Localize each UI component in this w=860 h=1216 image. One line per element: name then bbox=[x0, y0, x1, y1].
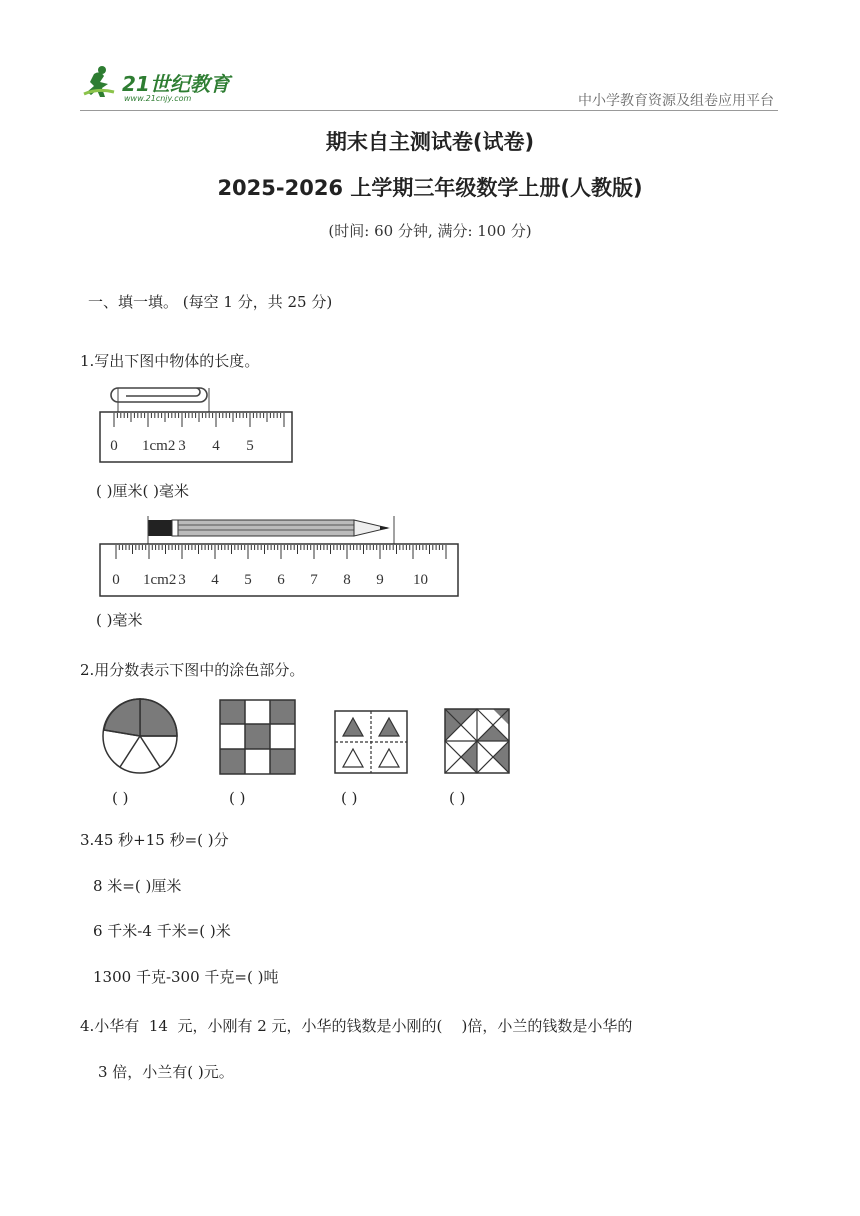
question-3-line-4: 1300 千克-300 千克=( )吨 bbox=[93, 968, 279, 986]
circle-fraction-figure bbox=[98, 696, 182, 776]
ruler-tick-label: 1cm2 bbox=[142, 438, 176, 454]
logo-url: www.21cnjy.com bbox=[124, 94, 192, 103]
ruler-tick-label: 7 bbox=[310, 572, 318, 588]
ruler-tick-label: 5 bbox=[244, 572, 252, 588]
page-title: 期末自主测试卷(试卷) bbox=[325, 130, 535, 154]
platform-name: 中小学教育资源及组卷应用平台 bbox=[578, 93, 774, 109]
answer-blank-fig1: ( ) bbox=[112, 789, 129, 807]
ruler-tick-label: 4 bbox=[211, 572, 219, 588]
checker-grid-figure bbox=[219, 699, 297, 775]
ruler-tick-label: 8 bbox=[343, 572, 351, 588]
ruler-body bbox=[100, 544, 458, 596]
ruler-body bbox=[100, 412, 292, 462]
page-subtitle: 2025-2026 上学期三年级数学上册(人教版) bbox=[217, 176, 643, 200]
ruler-tick-label: 4 bbox=[212, 438, 220, 454]
ruler-tick-label: 1cm2 bbox=[143, 572, 177, 588]
ruler-tick-label: 0 bbox=[110, 438, 118, 454]
answer-line-2: ( )毫米 bbox=[96, 611, 143, 629]
pencil-icon bbox=[148, 520, 390, 536]
answer-blank-fig2: ( ) bbox=[229, 789, 246, 807]
header-divider bbox=[80, 110, 778, 111]
logo bbox=[80, 64, 240, 108]
ruler-tick-label: 6 bbox=[277, 572, 285, 588]
ruler-paperclip-figure bbox=[96, 384, 296, 466]
question-4-line-2: 3 倍，小兰有( )元。 bbox=[98, 1063, 234, 1081]
question-1: 1.写出下图中物体的长度。 bbox=[80, 352, 260, 370]
exam-info: (时间: 60 分钟, 满分: 100 分) bbox=[328, 222, 532, 240]
ruler-tick-label: 5 bbox=[246, 438, 254, 454]
answer-line-1: ( )厘米( )毫米 bbox=[96, 482, 189, 500]
question-3-line-3: 6 千米-4 千米=( )米 bbox=[93, 922, 231, 940]
ruler-tick-label: 3 bbox=[178, 572, 186, 588]
question-3-line-2: 8 米=( )厘米 bbox=[93, 877, 182, 895]
question-2: 2.用分数表示下图中的涂色部分。 bbox=[80, 661, 305, 679]
logo-text: 21世纪教育 bbox=[122, 72, 230, 96]
question-4-line-1: 4.小华有 14 元，小刚有 2 元，小华的钱数是小刚的( )倍，小兰的钱数是小华的 bbox=[80, 1017, 633, 1035]
ruler-tick-label: 3 bbox=[178, 438, 186, 454]
answer-blank-fig3: ( ) bbox=[341, 789, 358, 807]
answer-blank-fig4: ( ) bbox=[449, 789, 466, 807]
section-heading: 一、填一填。 (每空 1 分，共 25 分) bbox=[88, 293, 333, 311]
question-3-line-1: 3.45 秒+15 秒=( )分 bbox=[80, 831, 229, 849]
triangles-grid-figure bbox=[334, 710, 408, 774]
ruler-tick-label: 9 bbox=[376, 572, 384, 588]
ruler-pencil-figure bbox=[96, 514, 462, 598]
paperclip-icon bbox=[111, 388, 207, 402]
triangles-square-figure bbox=[444, 708, 510, 774]
ruler-tick-label: 10 bbox=[413, 572, 428, 588]
ruler-tick-label: 0 bbox=[112, 572, 120, 588]
